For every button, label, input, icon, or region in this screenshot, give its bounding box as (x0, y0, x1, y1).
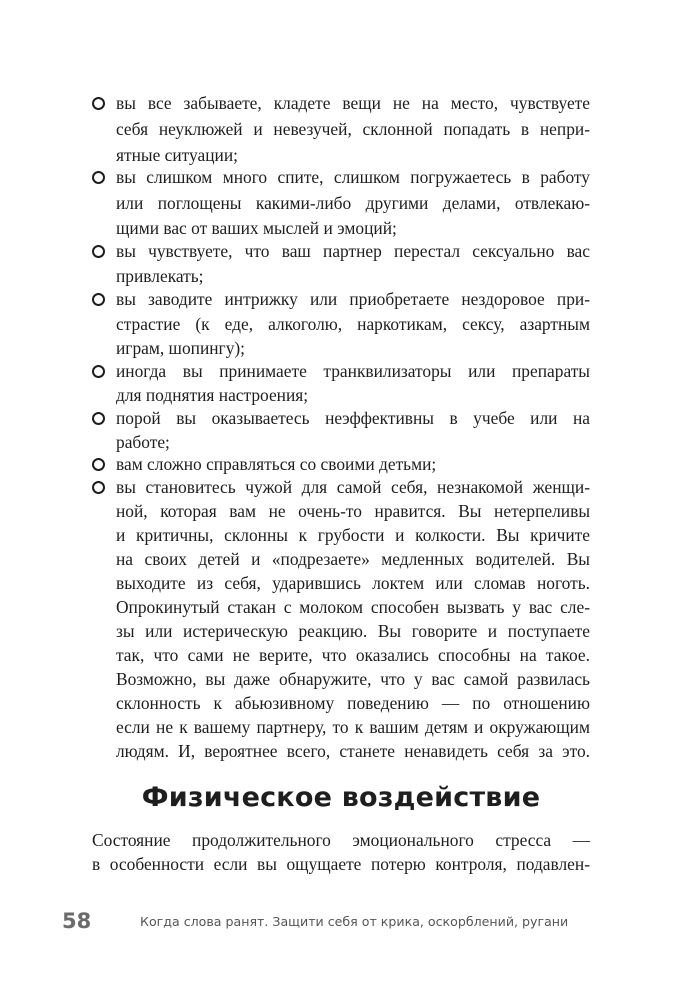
list-item: вы слишком много спите, слишком погружаетесь в работу (0, 164, 590, 190)
paragraph-line: в особенности если вы ощущаете потерю контроля, подавлен- (92, 854, 590, 874)
circle-bullet-icon (92, 171, 105, 184)
list-item-line: если не к вашему партнеру, то к вашим детям и окружающим (116, 717, 590, 737)
section-heading: Физическое воздействие (141, 782, 541, 813)
circle-bullet-icon (92, 365, 105, 378)
list-item-line: играм, шопингу); (116, 338, 246, 358)
list-item-line: работе; (116, 432, 170, 452)
list-item-line: выходите из себя, ударившись локтем или сломав ноготь. (116, 573, 590, 593)
list-item-line: Опрокинутый стакан с молоком способен вызвать у вас сле- (116, 597, 590, 617)
list-item-line: и критичны, склонны к грубости и колкости. Вы кричите (116, 525, 590, 545)
circle-bullet-icon (92, 293, 105, 306)
list-item: вы заводите интрижку или приобретаете нездоровое при- (0, 286, 590, 312)
list-item-line: так, что сами не верите, что оказались способны на такое. (116, 645, 590, 665)
circle-bullet-icon (92, 412, 105, 425)
circle-bullet-icon (92, 481, 105, 494)
list-item-line: ной, которая вам не очень-то нравится. Вы нетерпеливы (116, 501, 590, 521)
circle-bullet-icon (92, 97, 105, 110)
list-item-line: щими вас от ваших мыслей и эмоций; (116, 218, 397, 238)
list-item: вы чувствуете, что ваш партнер перестал сексуально вас (0, 238, 590, 264)
list-item-line: страстие (к еде, алкоголю, наркотикам, сексу, азартным (116, 314, 590, 334)
running-footer-title: Когда слова ранят. Защити себя от крика, оскорблений, ругани (140, 914, 569, 929)
list-item-line: ятные ситуации; (116, 145, 238, 165)
list-item-line: для поднятия настроения; (116, 385, 309, 405)
list-item: порой вы оказываетесь неэффективны в учебе или на (0, 405, 590, 431)
list-item: вы все забываете, кладете вещи не на место, чувствуете (0, 90, 590, 116)
list-item-line: привлекать; (116, 266, 204, 286)
circle-bullet-icon (92, 245, 105, 258)
page-number: 58 (62, 909, 92, 933)
list-item: иногда вы принимаете транквилизаторы или препараты (0, 358, 590, 384)
list-item-line: зы или истерическую реакцию. Вы говорите и поступаете (116, 621, 590, 641)
circle-bullet-icon (92, 458, 105, 471)
list-item: вы становитесь чужой для самой себя, незнакомой женщи- (0, 474, 590, 500)
list-item-line: людям. И, вероятнее всего, станете ненавидеть себя за это. (116, 741, 590, 761)
list-item-line: или поглощены какими-либо другими делами, отвлекаю- (116, 193, 590, 213)
list-item-line: склонность к абьюзивному поведению — по отношению (116, 693, 590, 713)
list-item-line: на своих детей и «подрезаете» медленных водителей. Вы (116, 549, 590, 569)
list-item-line: Возможно, вы даже обнаружите, что у вас самой развилась (116, 669, 590, 689)
list-item-line: себя неуклюжей и невезучей, склонной попадать в непри- (116, 119, 590, 139)
paragraph-line: Состояние продолжительного эмоционального стресса — (92, 830, 590, 850)
list-item: вам сложно справляться со своими детьми; (0, 451, 590, 477)
